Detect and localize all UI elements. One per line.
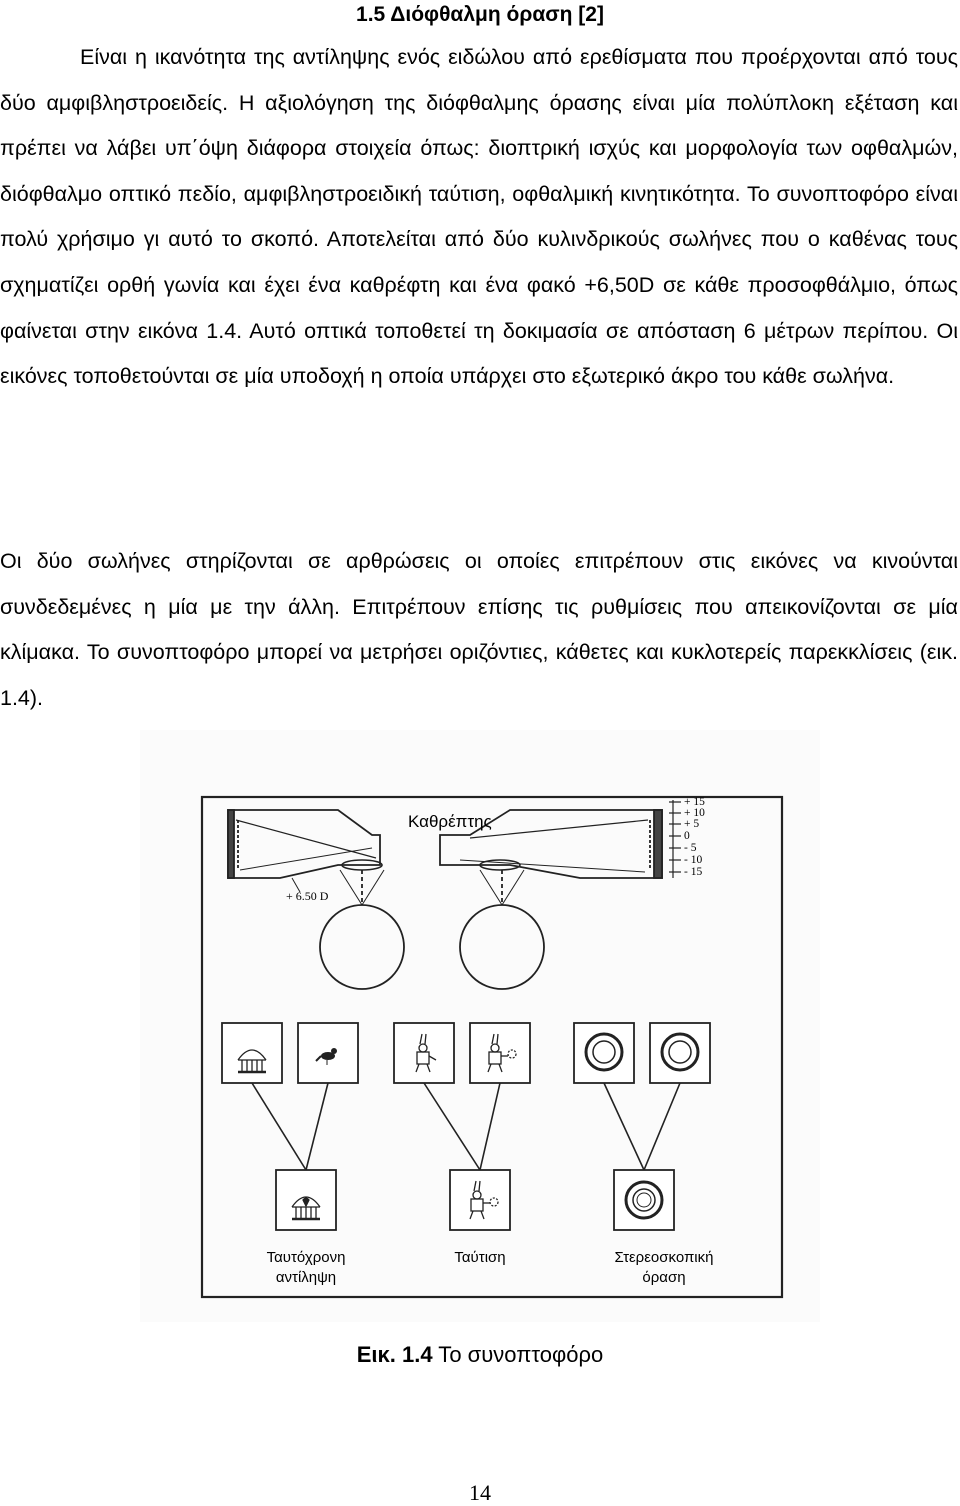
section-title: 1.5 Διόφθαλμη όραση [2] <box>356 3 604 26</box>
scale-ticks <box>684 796 705 878</box>
caption-fusion: Ταύτιση <box>454 1249 506 1266</box>
caption-stereo-line1: Στερεοσκοπική <box>614 1249 714 1266</box>
scale-tick-label: - 15 <box>684 866 703 878</box>
lens-power-label: + 6.50 D <box>286 889 329 903</box>
slide-cage-box <box>222 1023 282 1083</box>
paragraph-1-text: Είναι η ικανότητα της αντίληψης ενός ειδώλου από ερεθίσματα που προέρχονται από τους δύο αμφιβληστροειδείς. Η αξιολόγηση της διόφθαλμης όρασης είναι μία πολύπλοκη εξέταση και πρέπει να λάβει υπ΄όψη διάφορα στοιχεία όπως: διοπτρική ισχύς και μορφολογία των οφθαλμών, διόφθαλμο οπτικό πεδίο, αμφιβληστροειδική ταύτιση, οφθαλμική κινητικότητα. Το συνοπτοφόρο είναι πολύ χρήσιμο γι αυτό το σκοπό. Αποτελείται από δύο κυλινδρικούς σωλήνες που ο καθένας τους σχηματίζει ορθή γωνία και έχει ένα καθρέφτη και ένα φακό +6,50D σε κάθε προσοφθάλμιο, όπως φαίνεται στην εικόνα 1.4. Αυτό οπτικά τοποθετεί τη δοκιμασία σε απόσταση 6 μέτρων περίπου. Οι εικόνες τοποθετούνται σε μία υποδοχή η οποία υπάρχει στο εξωτερικό άκρο του κάθε σωλήνα. <box>0 45 958 389</box>
scale-tick-label: 0 <box>684 830 690 842</box>
slide-rabbit-left-box <box>394 1023 454 1083</box>
slide-rabbit-right-box <box>470 1023 530 1083</box>
caption-stereo-line2: όραση <box>642 1269 686 1286</box>
figure-caption-text: Το συνοπτοφόρο <box>432 1342 604 1367</box>
rotation-scale <box>669 800 681 878</box>
scale-tick-label: - 5 <box>684 842 697 854</box>
left-tube <box>228 810 380 878</box>
page-number: 14 <box>469 1480 491 1505</box>
slide-stereo-right-box <box>650 1023 710 1083</box>
caption-simultaneous-line2: αντίληψη <box>275 1269 337 1286</box>
figure-caption-number: Εικ. 1.4 <box>356 1342 433 1367</box>
slide-stereo-left-box <box>574 1023 634 1083</box>
scale-tick-label: + 10 <box>684 807 705 819</box>
paragraph-1 <box>0 35 958 400</box>
paragraph-2: Οι δύο σωλήνες στηρίζονται σε αρθρώσεις οι οποίες επιτρέπουν στις εικόνες να κινούνται συνδεδεμένες η μία με την άλλη. Επιτρέπουν επίσης τις ρυθμίσεις που απεικονίζονται σε μία κλίμακα. Το συνοπτοφόρο μπορεί να μετρήσει οριζόντιες, κάθετες και κυκλοτερείς παρεκκλίσεις (εικ. 1.4). <box>0 549 958 710</box>
right-eye-icon <box>460 905 544 989</box>
mirror-label: Καθρέπτης <box>408 812 492 831</box>
synoptophore-figure <box>140 730 820 1322</box>
caption-simultaneous-line1: Ταυτόχρονη <box>266 1249 346 1266</box>
figure-caption <box>0 1340 960 1370</box>
left-eye-icon <box>320 905 404 989</box>
scale-tick-label: - 10 <box>684 854 703 866</box>
result-rabbit-box <box>450 1170 510 1230</box>
result-stereo-box <box>614 1170 674 1230</box>
convergence-lines <box>252 1083 680 1170</box>
scale-tick-label: + 5 <box>684 818 700 830</box>
scale-tick-label: + 15 <box>684 796 705 808</box>
